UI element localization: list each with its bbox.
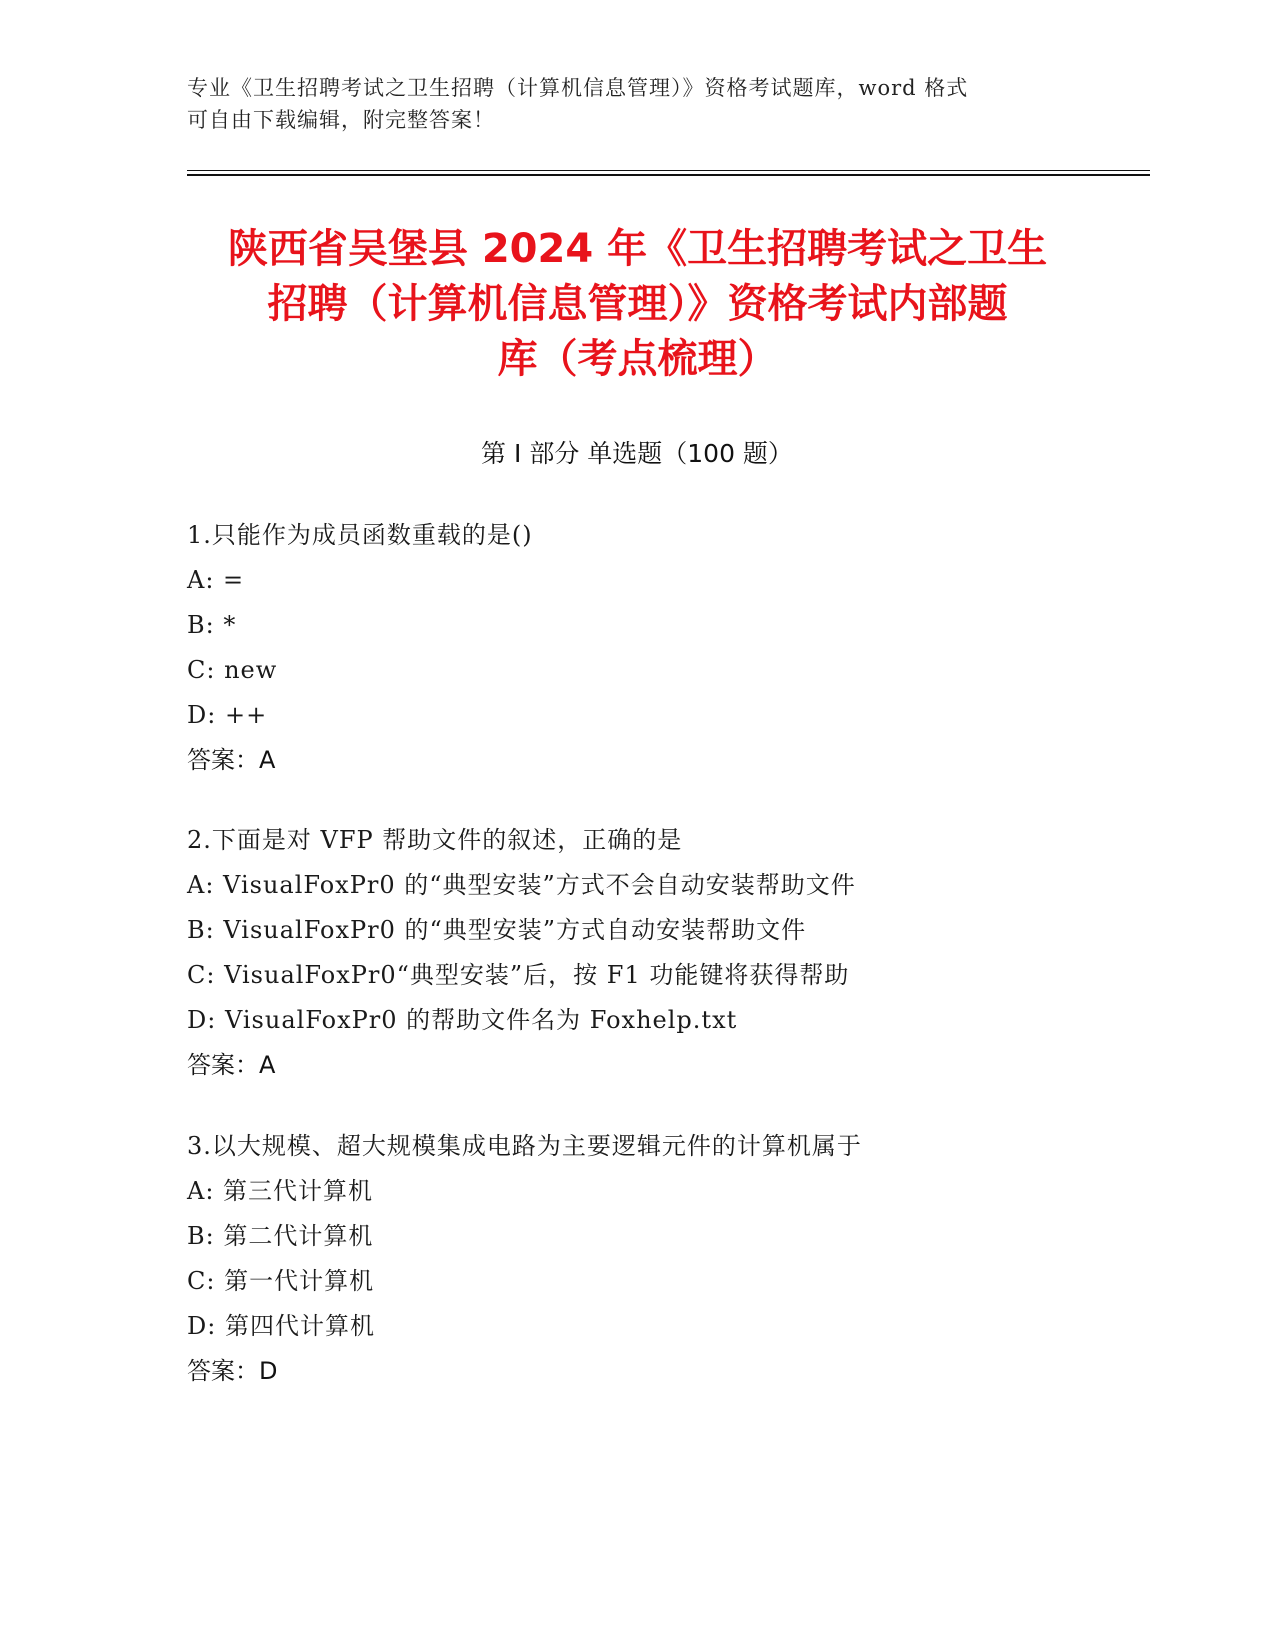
question-3 bbox=[187, 1124, 1087, 1394]
answer: 答案：A bbox=[187, 1051, 276, 1079]
header-note-line-2: 可自由下载编辑，附完整答案！ bbox=[187, 108, 495, 132]
header-note-line-1: 专业《卫生招聘考试之卫生招聘（计算机信息管理）》资格考试题库，word 格式 bbox=[187, 76, 969, 100]
option-d: D: 第四代计算机 bbox=[187, 1312, 375, 1340]
option-b: B: * bbox=[187, 611, 237, 639]
option-b: B: VisualFoxPr0 的“典型安装”方式自动安装帮助文件 bbox=[187, 916, 807, 944]
answer: 答案：A bbox=[187, 746, 276, 774]
option-c: C: 第一代计算机 bbox=[187, 1267, 375, 1295]
option-a: A: 第三代计算机 bbox=[187, 1177, 374, 1205]
title-line-1: 陕西省吴堡县 2024 年《卫生招聘考试之卫生 bbox=[227, 226, 1048, 272]
option-b: B: 第二代计算机 bbox=[187, 1222, 374, 1250]
title-line-3: 库（考点梳理） bbox=[497, 336, 778, 382]
document-title bbox=[180, 222, 1095, 387]
question-stem: 1.只能作为成员函数重载的是() bbox=[187, 521, 533, 549]
option-a: A: VisualFoxPr0 的“典型安装”方式不会自动安装帮助文件 bbox=[187, 871, 856, 899]
question-2 bbox=[187, 818, 1087, 1088]
question-stem: 3.以大规模、超大规模集成电路为主要逻辑元件的计算机属于 bbox=[187, 1132, 862, 1160]
header-note bbox=[187, 72, 1067, 136]
answer: 答案：D bbox=[187, 1357, 278, 1385]
option-d: D: ++ bbox=[187, 701, 268, 729]
question-1 bbox=[187, 513, 1087, 783]
header-rule-thin bbox=[187, 170, 1150, 171]
header-rule-thick bbox=[187, 174, 1150, 176]
section-title: 第 I 部分 单选题（100 题） bbox=[481, 439, 793, 468]
title-line-2: 招聘（计算机信息管理）》资格考试内部题 bbox=[267, 281, 1008, 327]
option-d: D: VisualFoxPr0 的帮助文件名为 Foxhelp.txt bbox=[187, 1006, 738, 1034]
question-stem: 2.下面是对 VFP 帮助文件的叙述，正确的是 bbox=[187, 826, 683, 854]
option-a: A: = bbox=[187, 566, 245, 594]
option-c: C: new bbox=[187, 656, 278, 684]
option-c: C: VisualFoxPr0“典型安装”后，按 F1 功能键将获得帮助 bbox=[187, 961, 850, 989]
